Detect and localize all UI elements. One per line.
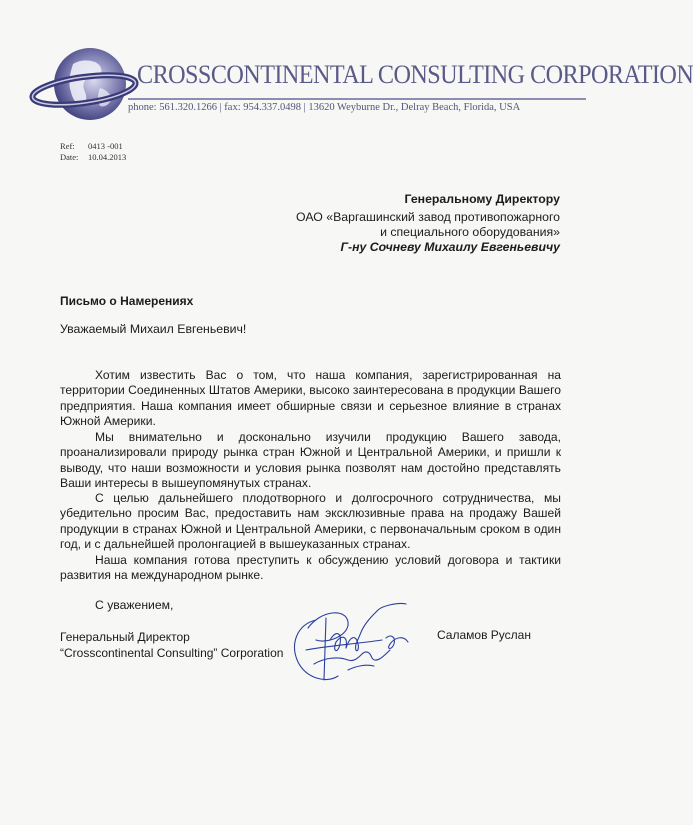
date-value: 10.04.2013 [88,152,127,162]
ref-line [60,141,123,151]
company-name: CROSSCONTINENTAL CONSULTING CORPORATION [137,60,693,89]
signer-title-line2: “Crosscontinental Consulting” Corporation [60,645,284,660]
date-line [60,152,126,162]
addressee-title: Генеральному Директору [404,192,560,206]
letter-subject: Письмо о Намерениях [60,294,194,308]
company-logo-globe-icon [28,38,138,130]
ref-value: 0413 -001 [88,141,123,151]
body-paragraph-4: Наша компания готова преступить к обсуждению условий договора и тактики развития на международном рынке. [60,553,561,583]
letterhead-divider [128,98,586,100]
addressee-company-line2: и специального оборудования» [380,225,560,239]
date-label: Date: [60,152,79,162]
body-paragraph-3: С целью дальнейшего плодотворного и долгосрочного сотрудничества, мы убедительно просим Вас, предоставить нам эксклюзивные права на продажу Вашей продукции в странах Южной и Центральной Америки, с первоначальным сроком в один год, и с дальнейшей пролонгацией в вышеуказанных странах. [60,491,561,552]
body-paragraph-2: Мы внимательно и досконально изучили продукцию Вашего завода, проанализировали природу рынка стран Южной и Центральной Америки, и пришли к выводу, что наши возможности и условия рынка позволят нам достойно представлять Ваши интересы в вышеупомянутых странах. [60,430,561,491]
letter-closing: С уважением, [95,598,174,612]
company-contact-line: phone: 561.320.1266 | fax: 954.337.0498 | 13620 Weyburne Dr., Delray Beach, Florida, USA [128,102,521,113]
handwritten-signature [286,600,421,692]
addressee-company-line1: ОАО «Варгашинский завод противопожарного [296,210,560,224]
body-paragraph-1: Хотим известить Вас о том, что наша компания, зарегистрированная на территории Соединенных Штатов Америки, высоко заинтересована в продукции Вашего предприятия. Наша компания имеет обширные связи и серьезное влияние в странах Южной Америки. [60,368,561,429]
ref-label: Ref: [60,141,75,151]
addressee-name: Г-ну Сочневу Михаилу Евгеньевичу [340,240,560,254]
signer-name: Саламов Руслан [437,628,531,642]
signer-title [60,630,283,661]
signer-title-line1: Генеральный Директор [60,630,190,644]
letter-greeting: Уважаемый Михаил Евгеньевич! [60,322,247,336]
